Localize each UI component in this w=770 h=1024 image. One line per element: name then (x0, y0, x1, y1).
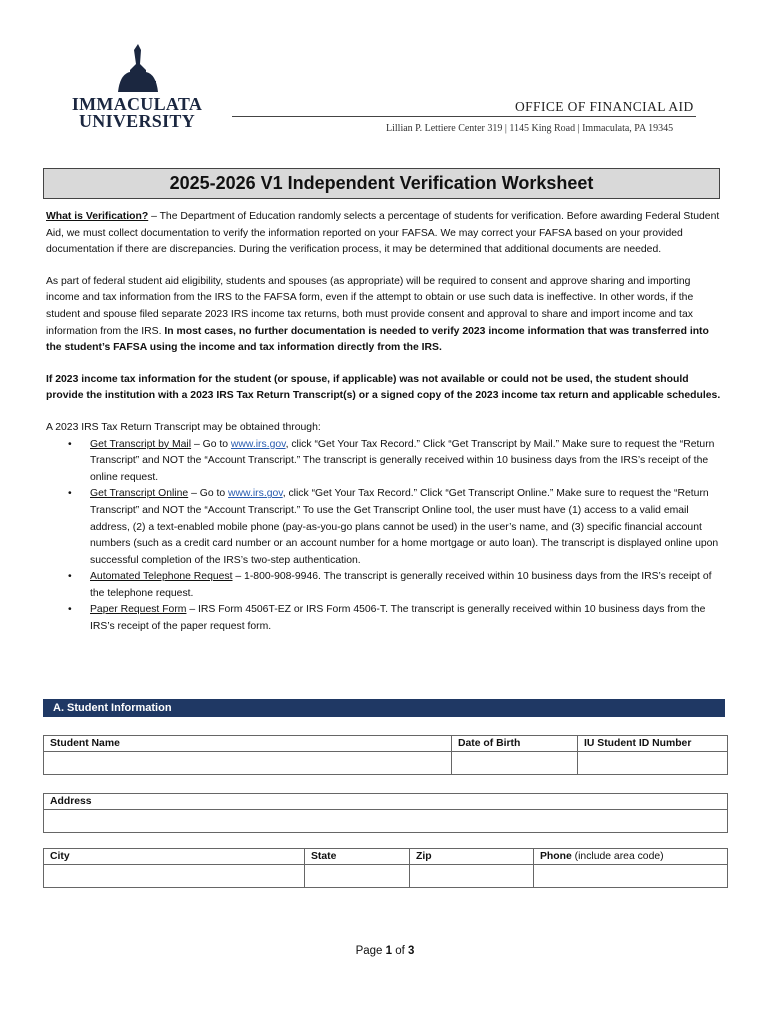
state-label: State (305, 849, 410, 865)
option-pre-text: – Go to (191, 438, 231, 450)
zip-label: Zip (410, 849, 534, 865)
student-name-label: Student Name (44, 736, 452, 752)
consent-paragraph (46, 274, 726, 357)
name-table (43, 735, 728, 775)
page-number (0, 945, 770, 957)
option-label: Get Transcript Online (90, 488, 189, 500)
student-id-field[interactable] (578, 752, 728, 775)
of-word: of (392, 945, 409, 957)
option-text: – IRS Form 4506T-EZ or IRS Form 4506-T. The transcript is generally received within 10 business days from the IRS’s receipt of the paper request form. (90, 604, 706, 633)
obtain-lead-text: A 2023 IRS Tax Return Transcript may be obtained through: (46, 421, 321, 433)
list-item (46, 569, 726, 602)
state-field[interactable] (305, 865, 410, 888)
header-divider (232, 116, 696, 117)
total-pages: 3 (408, 945, 415, 957)
page-word: Page (355, 945, 386, 957)
phone-note: (include area code) (571, 851, 664, 862)
phone-label: Phone (540, 851, 572, 862)
transcript-requirement-paragraph: If 2023 income tax information for the student (or spouse, if applicable) was not available or could not be used, the student should provide the institution with a 2023 IRS Tax Return Transcript(s) or a signed copy of the 2023 income tax return and applicable schedules. (46, 373, 721, 402)
option-text: , click “Get Your Tax Record.” Click “Get Transcript Online.” Make sure to request the “Return Transcript” and NOT the “Account Transcript.” To use the Get Transcript Online tool, the user must have (1) access to a valid email address, (2) a text-enabled mobile phone (pay-as-you-go plans cannot be used) in the user’s name, and (3) specific financial account numbers (such as a credit card number or an account number for a home mortgage or auto loan). The transcript is displayed online upon successful completion of the IRS’s two-step authentication. (90, 488, 719, 566)
instructions-body (46, 209, 726, 636)
consent-text: As part of federal student aid eligibility, students and spouses (as appropriate) will be required to consent and approve sharing and importing income and tax information from the IRS to the FAFSA form, even if the attempt to obtain or use such data is ineffective. In other words, if the student and spouse filed separate 2023 IRS income tax returns, both must provide consent and approval to share and import income and tax information from the IRS. (46, 275, 694, 337)
university-name-logotype: IMMACULATA UNIVERSITY (71, 94, 203, 131)
list-item (46, 486, 726, 569)
option-label: Get Transcript by Mail (90, 438, 192, 450)
consent-bold-text: In most cases, no further documentation is needed to verify 2023 income information that was transferred into the student’s FAFSA using the income and tax information directly from the IRS. (46, 325, 709, 354)
option-text: – 1-800-908-9946. The transcript is generally received within 10 business days from the IRS’s receipt of the telephone request. (90, 571, 712, 599)
list-item (46, 602, 726, 635)
city-field[interactable] (44, 865, 305, 888)
option-label: Paper Request Form (90, 604, 187, 616)
dob-field[interactable] (452, 752, 578, 775)
current-page: 1 (385, 945, 393, 957)
irs-link[interactable]: www.irs.gov (230, 438, 286, 450)
address-field[interactable] (44, 810, 728, 833)
phone-field[interactable] (534, 865, 728, 888)
student-name-field[interactable] (44, 752, 452, 775)
verification-text: – The Department of Education randomly selects a percentage of students for verification. Before awarding Federal Student Aid, we must collect documentation to verify the information reported on your FAFSA. We may correct your FAFSA based on your provided documentation if there are discrepancies. During the verification process, it may be determined that additional documents are needed. (46, 211, 720, 256)
option-label: Automated Telephone Request (90, 571, 233, 583)
list-item (46, 437, 726, 487)
irs-link[interactable]: www.irs.gov (228, 488, 283, 500)
section-a-header: A. Student Information (43, 699, 725, 717)
student-id-label: IU Student ID Number (578, 736, 728, 752)
city-label: City (44, 849, 305, 865)
worksheet-title: 2025-2026 V1 Independent Verification Worksheet (43, 168, 720, 199)
dob-label: Date of Birth (452, 736, 578, 752)
address-table (43, 793, 728, 833)
zip-field[interactable] (410, 865, 534, 888)
option-pre-text: – Go to (188, 488, 229, 500)
office-title: OFFICE OF FINANCIAL AID (515, 99, 694, 114)
verification-paragraph (46, 209, 726, 259)
option-text: , click “Get Your Tax Record.” Click “Get Transcript by Mail.” Make sure to request the “Return Transcript” and NOT the “Account Transcript.” The transcript is generally received within 10 business days from the IRS’s receipt of the online request. (90, 438, 715, 483)
phone-label-cell (534, 849, 728, 865)
city-table (43, 848, 728, 888)
office-address: Lillian P. Lettiere Center 319 | 1145 King Road | Immaculata, PA 19345 (386, 123, 674, 134)
verification-question: What is Verification? (46, 211, 149, 222)
transcript-options-list (46, 437, 726, 636)
address-label: Address (44, 794, 728, 810)
